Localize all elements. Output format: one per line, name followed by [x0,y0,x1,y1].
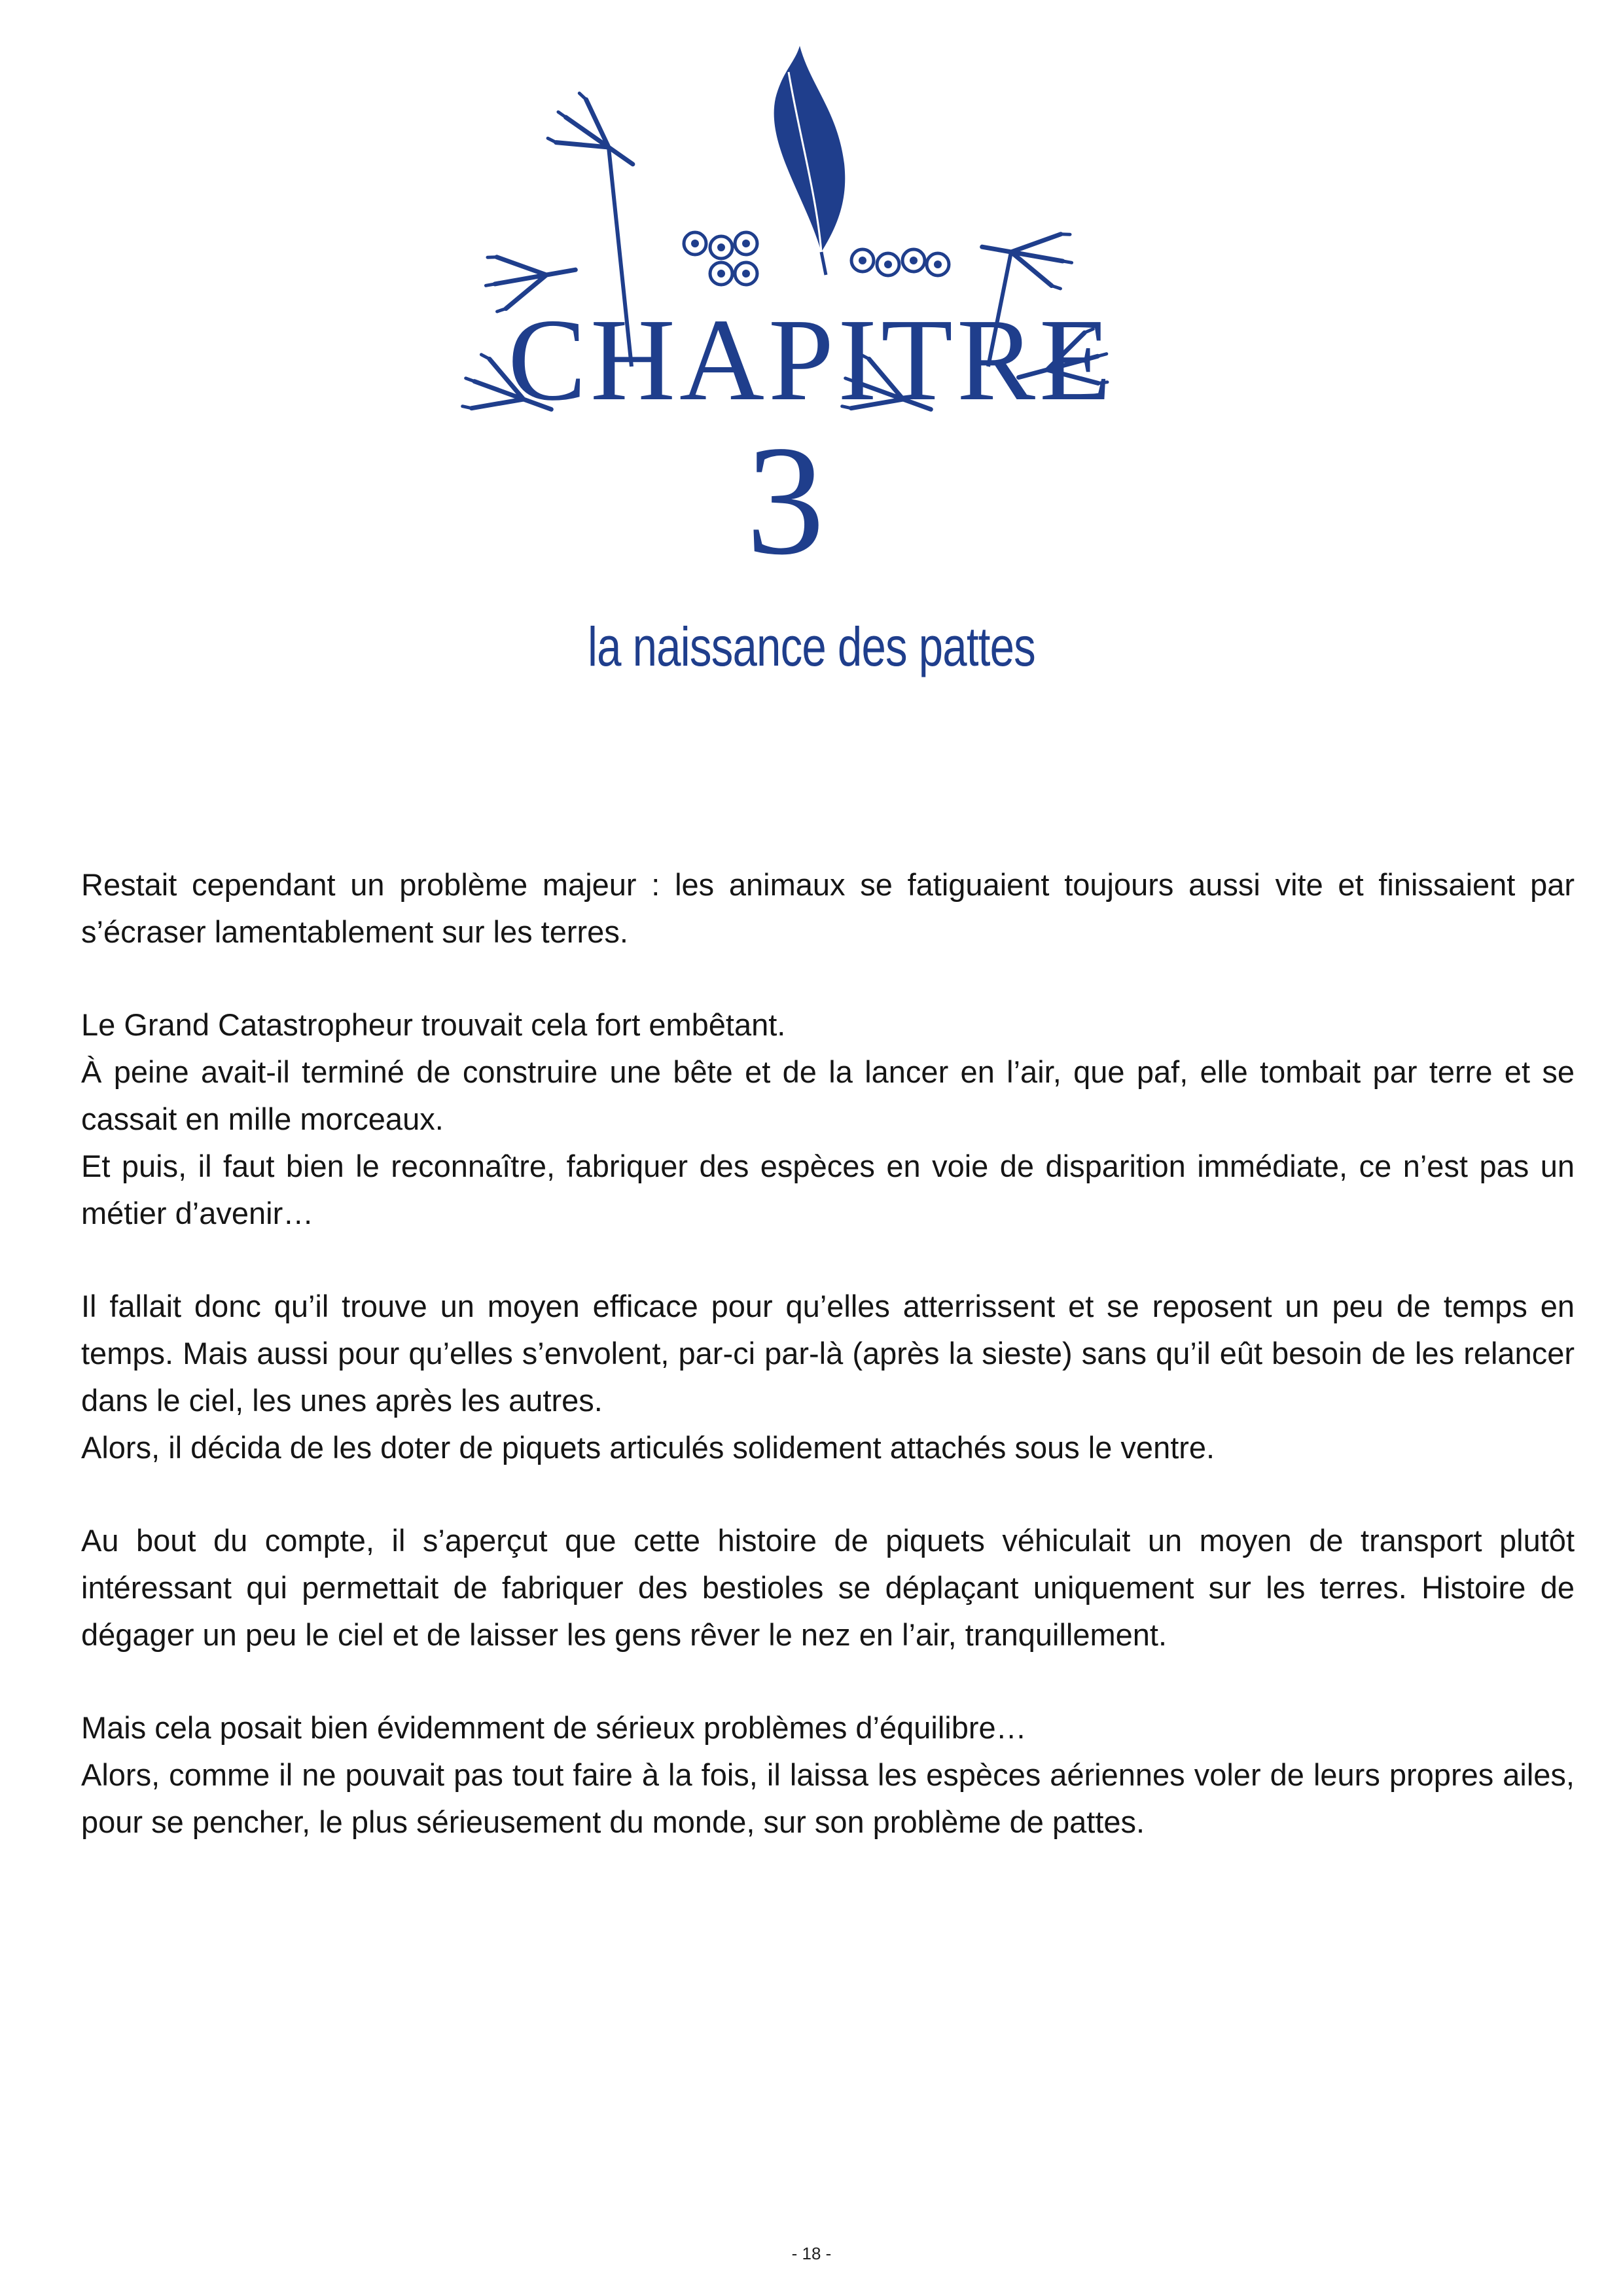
eye-icon [684,232,706,255]
paragraph: Le Grand Catastropheur trouvait cela fort embêtant. [81,1007,786,1042]
paragraph: À peine avait-il terminé de construire une bête et de la lancer en l’air, que paf, elle tombait par terre et se cassait en mille morceaux. [81,1054,1575,1136]
eye-icon [735,262,757,285]
eye-icon [927,253,949,276]
eye-icon [851,249,874,272]
chapter-illustration [0,0,1623,589]
paragraph: Mais cela posait bien évidemment de sérieux problèmes d’équilibre… [81,1710,1027,1745]
eye-icon [710,236,732,259]
eye-icon [902,249,925,272]
bird-foot-icon [977,220,1076,290]
page-number: - 18 - [791,2244,832,2263]
chapter-word: CHAPITRE [507,295,1116,425]
body-text [81,861,1575,1892]
chapter-number: 3 [746,413,825,587]
feather-icon [774,46,846,275]
eye-icon [710,262,732,285]
paragraph: Alors, il décida de les doter de piquets articulés solidement attachés sous le ventre. [81,1430,1215,1465]
paragraph: Et puis, il faut bien le reconnaître, fabriquer des espèces en voie de disparition immédiate, ce n’est pas un métier d’avenir… [81,1149,1575,1230]
eye-icon [735,232,757,255]
eye-icon [877,253,899,276]
chapter-title: la naissance des pattes [588,616,1035,677]
paragraph: Au bout du compte, il s’aperçut que cette histoire de piquets véhiculait un moyen de transport plutôt intéressant qui permettait de fabriquer des bestioles se déplaçant uniquement sur les terres. Histoire de dégager un peu le ciel et de laisser les gens rêver le nez en l’air, tranquillement. [81,1523,1575,1652]
paragraph: Restait cependant un problème majeur : les animaux se fatiguaient toujours aussi vite et finissaient par s’écraser lamentablement sur les terres. [81,867,1575,949]
bird-foot-icon [543,90,649,187]
paragraph: Alors, comme il ne pouvait pas tout faire à la fois, il laissa les espèces aériennes voler de leurs propres ailes, pour se pencher, le plus sérieusement du monde, sur son problème de pattes. [81,1757,1575,1839]
paragraph: Il fallait donc qu’il trouve un moyen efficace pour qu’elles atterrissent et se reposent un peu de temps en temps. Mais aussi pour qu’elles s’envolent, par-ci par-là (après la sieste) sans qu’il eût besoin de les relancer dans le ciel, les unes après les autres. [81,1289,1575,1418]
